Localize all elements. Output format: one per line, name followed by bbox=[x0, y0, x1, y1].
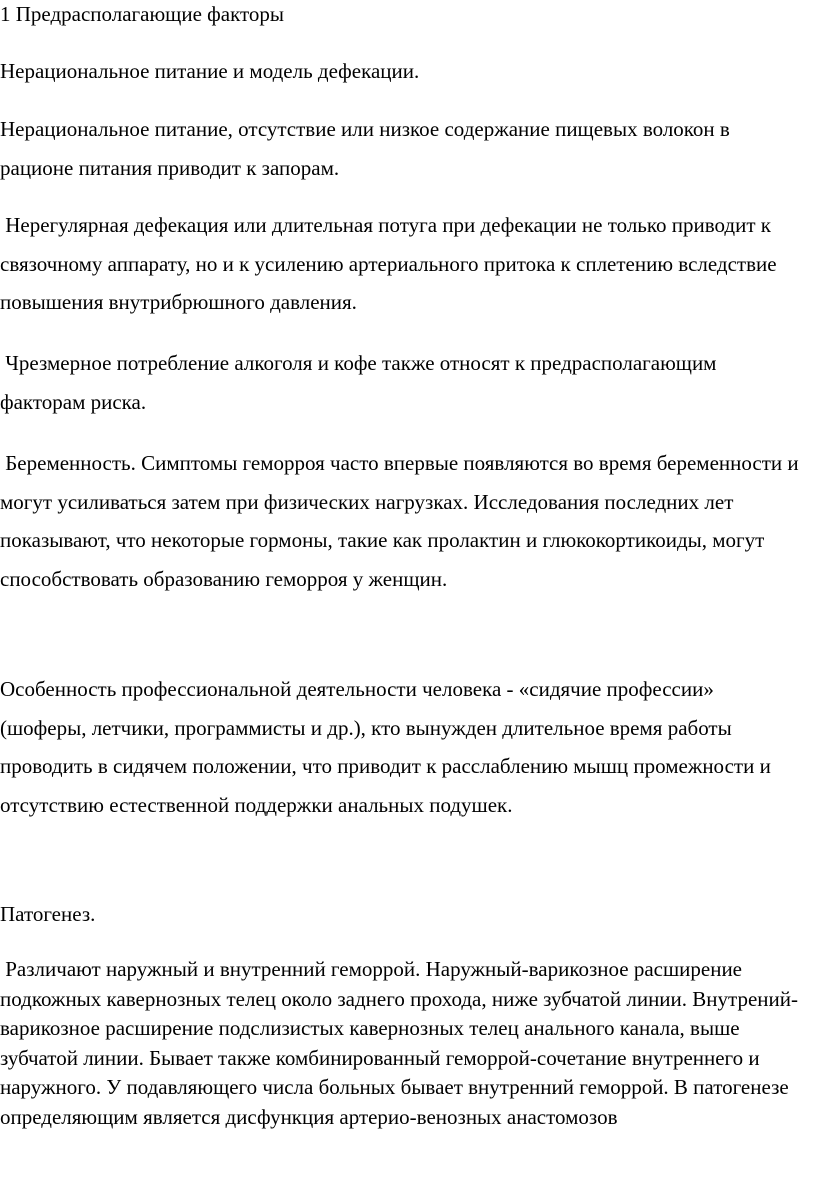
paragraph-defecation: Нерегулярная дефекация или длительная потуга при дефекации не только приводит к связочному аппарату, но и к усилению артериального притока к сплетению вследствие повышения внутрибрюшного давления. bbox=[0, 213, 782, 314]
paragraph-pregnancy: Беременность. Симптомы геморроя часто впервые появляются во время беременности и могут усиливаться затем при физических нагрузках. Исследования последних лет показывают, что некоторые гормоны, такие как пролактин и глюкокортикоиды, могут способствовать образованию геморроя у женщин. bbox=[0, 451, 804, 591]
paragraph-pathogenesis: Различают наружный и внутренний геморрой. Наружный-варикозное расширение подкожных кавернозных телец около заднего прохода, ниже зубчатой линии. Внутрений-варикозное расширение подслизистых кавернозных телец анального канала, выше зубчатой линии. Бывает также комбинированный геморрой-сочетание внутреннего и наружного. У подавляющего числа больных бывает внутренний геморрой. В патогенезе определяющим является дисфункция артерио-венозных анастомозов bbox=[0, 957, 798, 1129]
heading-pathogenesis: Патогенез. bbox=[0, 902, 96, 926]
paragraph-profession: Особенность профессиональной деятельности человека - «сидячие профессии» (шоферы, летчики, программисты и др.), кто вынужден длительное время работы проводить в сидячем положении, что приводит к расслаблению мышц промежности и отсутствию естественной поддержки анальных подушек. bbox=[0, 677, 777, 817]
paragraph-nutrition: Нерациональное питание, отсутствие или низкое содержание пищевых волокон в рационе питания приводит к запорам. bbox=[0, 117, 736, 180]
heading-predisposing-factors: 1 Предрасполагающие факторы bbox=[0, 2, 285, 26]
paragraph-nutrition-title: Нерациональное питание и модель дефекации. bbox=[0, 59, 420, 83]
paragraph-alcohol: Чрезмерное потребление алкоголя и кофе также относят к предрасполагающим факторам риска. bbox=[0, 351, 722, 414]
